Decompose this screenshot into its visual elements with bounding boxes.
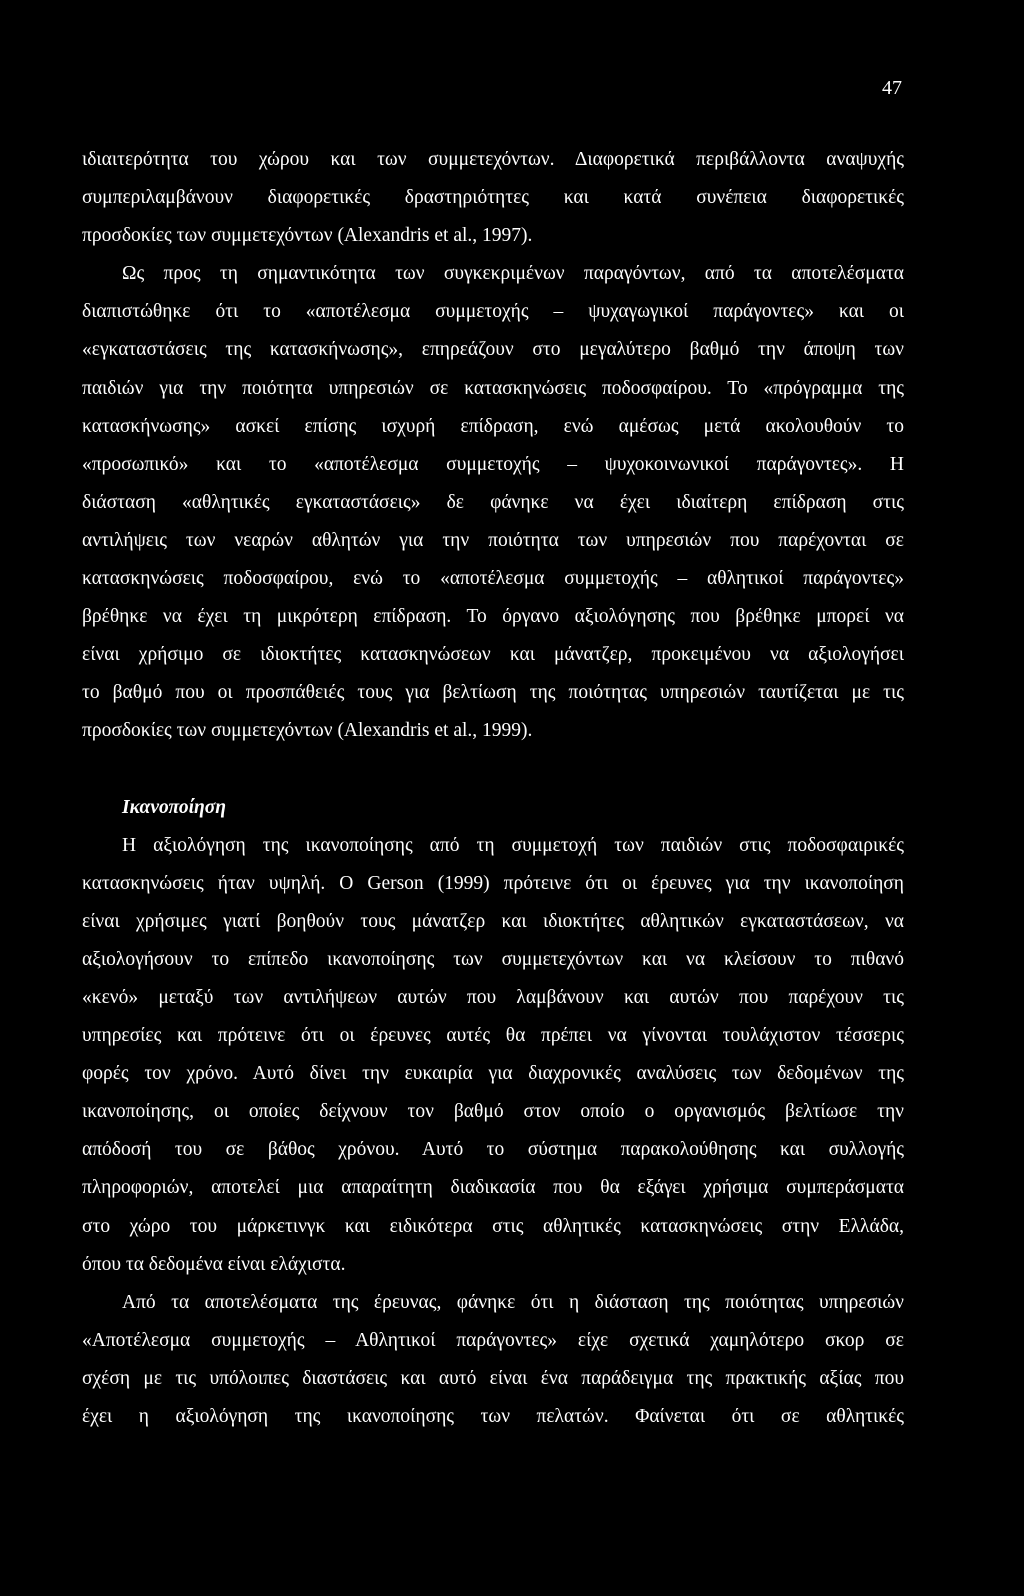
text-line: όπου τα δεδομένα είναι ελάχιστα. — [82, 1253, 346, 1275]
text-line: στο χώρο του μάρκετινγκ και ειδικότερα στις αθλητικές κατασκηνώσεις στην Ελλάδα, — [82, 1215, 904, 1237]
body-text — [82, 141, 904, 1436]
text-line: σχέση με τις υπόλοιπες διαστάσεις και αυτό είναι ένα παράδειγμα της πρακτικής αξίας που — [82, 1367, 904, 1389]
text-line: φορές τον χρόνο. Αυτό δίνει την ευκαιρία για διαχρονικές αναλύσεις των δεδομένων της — [82, 1063, 904, 1085]
section-heading: Ικανοποίηση — [122, 796, 226, 818]
text-line: Η αξιολόγηση της ικανοποίησης από τη συμμετοχή των παιδιών στις ποδοσφαιρικές — [122, 834, 904, 856]
text-line: «Αποτέλεσμα συμμετοχής – Αθλητικοί παράγοντες» είχε σχετικά χαμηλότερο σκορ σε — [82, 1329, 904, 1351]
text-line: αξιολογήσουν το επίπεδο ικανοποίησης των συμμετεχόντων και να κλείσουν το πιθανό — [82, 948, 904, 970]
text-line: έχει η αξιολόγηση της ικανοποίησης των πελατών. Φαίνεται ότι σε αθλητικές — [82, 1406, 904, 1427]
text-line: Ως προς τη σημαντικότητα των συγκεκριμένων παραγόντων, από τα αποτελέσματα — [122, 263, 904, 285]
text-line: κατασκήνωσης» ασκεί επίσης ισχυρή επίδραση, ενώ αμέσως μετά ακολουθούν το — [82, 415, 904, 437]
text-line: απόδοσή του σε βάθος χρόνου. Αυτό το σύστημα παρακολούθησης και συλλογής — [82, 1139, 904, 1161]
text-line: υπηρεσίες και πρότεινε ότι οι έρευνες αυτές θα πρέπει να γίνονται τουλάχιστον τέσσερις — [82, 1025, 904, 1047]
text-line: ικανοποίησης, οι οποίες δείχνουν τον βαθμό στον οποίο ο οργανισμός βελτίωσε την — [82, 1101, 904, 1123]
text-line: διαπιστώθηκε ότι το «αποτέλεσμα συμμετοχής – ψυχαγωγικοί παράγοντες» και οι — [82, 301, 904, 323]
text-line: προσδοκίες των συμμετεχόντων (Alexandris et al., 1999). — [82, 720, 533, 742]
text-line: το βαθμό που οι προσπάθειές τους για βελτίωση της ποιότητας υπηρεσιών ταυτίζεται με τις — [82, 682, 904, 704]
text-line: κατασκηνώσεις ποδοσφαίρου, ενώ το «αποτέλεσμα συμμετοχής – αθλητικοί παράγοντες» — [82, 568, 904, 590]
text-line: είναι χρήσιμο σε ιδιοκτήτες κατασκηνώσεων και μάνατζερ, προκειμένου να αξιολογήσει — [82, 644, 904, 666]
text-line: Από τα αποτελέσματα της έρευνας, φάνηκε ότι η διάσταση της ποιότητας υπηρεσιών — [122, 1291, 904, 1313]
text-line: διάσταση «αθλητικές εγκαταστάσεις» δε φάνηκε να έχει ιδιαίτερη επίδραση στις — [82, 491, 904, 513]
text-line: ιδιαιτερότητα του χώρου και των συμμετεχόντων. Διαφορετικά περιβάλλοντα αναψυχής — [82, 149, 904, 170]
section-spacer — [82, 751, 904, 789]
text-line: είναι χρήσιμες γιατί βοηθούν τους μάνατζερ και ιδιοκτήτες αθλητικών εγκαταστάσεων, να — [82, 910, 904, 932]
text-line: πληροφοριών, αποτελεί μια απαραίτητη διαδικασία που θα εξάγει χρήσιμα συμπεράσματα — [82, 1177, 904, 1199]
text-line: «εγκαταστάσεις της κατασκήνωσης», επηρεάζουν στο μεγαλύτερο βαθμό την άποψη των — [82, 339, 904, 361]
page-number: 47 — [882, 77, 902, 99]
text-line: «προσωπικό» και το «αποτέλεσμα συμμετοχής – ψυχοκοινωνικοί παράγοντες». Η — [82, 453, 904, 475]
text-line: «κενό» μεταξύ των αντιλήψεων αυτών που λαμβάνουν και αυτών που παρέχουν τις — [82, 986, 904, 1008]
text-line: συμπεριλαμβάνουν διαφορετικές δραστηριότητες και κατά συνέπεια διαφορετικές — [82, 187, 904, 209]
text-line: αντιλήψεις των νεαρών αθλητών για την ποιότητα των υπηρεσιών που παρέχονται σε — [82, 529, 904, 551]
text-line: βρέθηκε να έχει τη μικρότερη επίδραση. Το όργανο αξιολόγησης που βρέθηκε μπορεί να — [82, 606, 904, 628]
text-line: παιδιών για την ποιότητα υπηρεσιών σε κατασκηνώσεις ποδοσφαίρου. Το «πρόγραμμα της — [82, 377, 904, 399]
text-line: προσδοκίες των συμμετεχόντων (Alexandris et al., 1997). — [82, 225, 533, 247]
text-line: κατασκηνώσεις ήταν υψηλή. Ο Gerson (1999) πρότεινε ότι οι έρευνες για την ικανοποίηση — [82, 872, 904, 894]
